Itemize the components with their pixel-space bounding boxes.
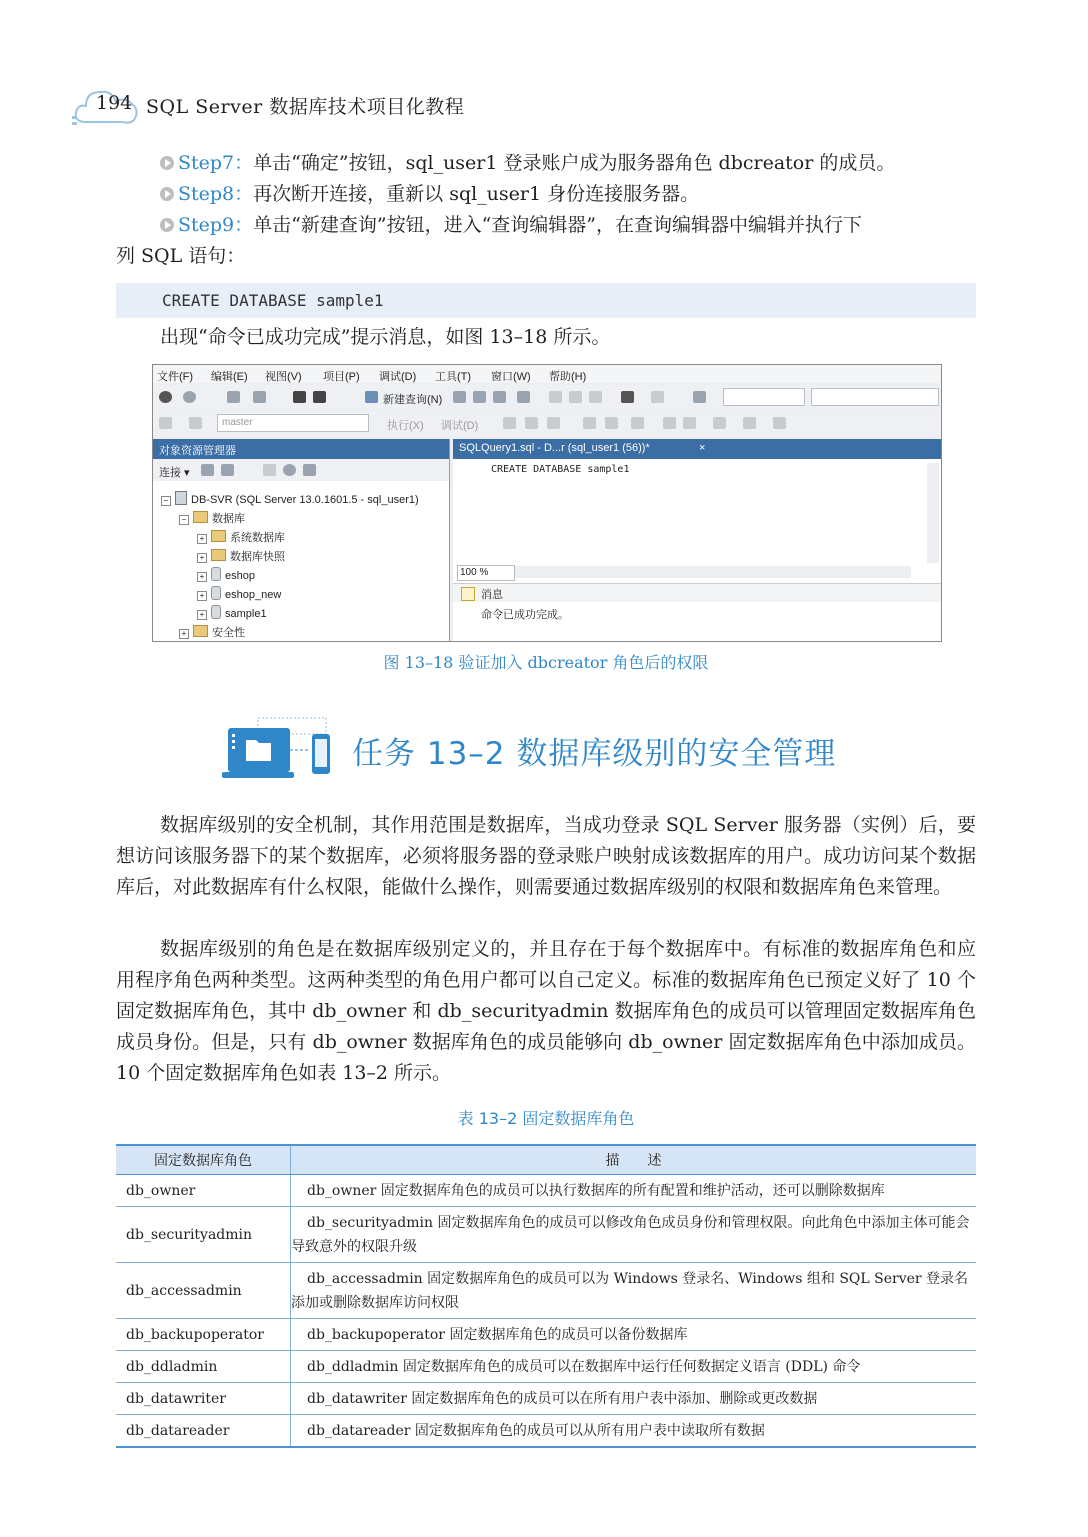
message-icon <box>461 587 475 601</box>
role-name: db_datareader <box>116 1415 291 1448</box>
copy-icon[interactable] <box>569 391 582 403</box>
menu-edit[interactable]: 编辑(E) <box>211 371 248 383</box>
query-icon-4[interactable] <box>517 391 530 403</box>
table-header-row <box>116 1145 976 1175</box>
disconnect-icon[interactable] <box>221 464 234 476</box>
task-title: 任务 13–2 数据库级别的安全管理 <box>352 736 837 772</box>
open-file-icon[interactable] <box>253 391 266 403</box>
outdent-icon[interactable] <box>743 417 756 429</box>
query-icon-1[interactable] <box>453 391 466 403</box>
table-row <box>116 1351 976 1383</box>
solution-icon[interactable] <box>693 391 706 403</box>
file-icon[interactable] <box>631 417 644 429</box>
save-all-icon[interactable] <box>313 391 326 403</box>
menu-view[interactable]: 视图(V) <box>265 371 302 383</box>
paste-icon[interactable] <box>589 391 602 403</box>
menu-tools[interactable]: 工具(T) <box>435 371 472 383</box>
tree-db-eshop-new[interactable]: + eshop_new <box>197 586 281 601</box>
new-project-icon[interactable] <box>227 391 240 403</box>
plan-icon[interactable] <box>547 417 560 429</box>
connect-dropdown[interactable]: 连接 ▾ <box>159 467 190 479</box>
config-combo[interactable] <box>723 388 805 406</box>
folder-icon <box>193 511 208 523</box>
messages-tab[interactable]: 消息 <box>453 583 941 602</box>
vertical-scrollbar[interactable] <box>927 463 939 563</box>
new-query-button[interactable]: 新建查询(N) <box>383 394 443 406</box>
table-caption: 表 13–2 固定数据库角色 <box>457 1109 635 1128</box>
redo-icon[interactable] <box>651 391 664 403</box>
results-icon[interactable] <box>583 417 596 429</box>
tree-server[interactable]: − DB-SVR (SQL Server 13.0.1601.5 - sql_user1) <box>161 491 419 506</box>
table-row <box>116 1175 976 1207</box>
cut-icon[interactable] <box>549 391 562 403</box>
object-explorer <box>153 439 450 641</box>
tree-system-databases[interactable]: + 系统数据库 <box>197 529 285 545</box>
code-text: CREATE DATABASE sample1 <box>162 291 384 310</box>
col-header-description: 描 述 <box>291 1145 977 1175</box>
paragraph-2: 数据库级别的角色是在数据库级别定义的，并且存在于每个数据库中。有标准的数据库角色和应用程序角色两种类型。这两种类型的角色用户都可以自己定义。标准的数据库角色已预定义好了 10 个固定数据库角色，其中 db_owner 和 db_securityadmin 数据库角色的成员可以管理固定数据库角色成员身份。但是，只有 db_owner 数据库角色的成员能够向 db_owner 固定数据库角色中添加成员。10 个固定数据库角色如表 13–2 所示。 <box>116 938 976 1084</box>
menu-help[interactable]: 帮助(H) <box>549 371 587 383</box>
menu-window[interactable]: 窗口(W) <box>491 371 531 383</box>
server-icon <box>175 491 187 505</box>
query-icon-3[interactable] <box>493 391 506 403</box>
folder-icon <box>211 549 226 561</box>
menu-debug[interactable]: 调试(D) <box>379 371 417 383</box>
grid-icon[interactable] <box>605 417 618 429</box>
tree-security[interactable]: + 安全性 <box>179 624 245 640</box>
paragraph-1: 数据库级别的安全机制，其作用范围是数据库，当成功登录 SQL Server 服务器（实例）后，要想访问该服务器下的某个数据库，必须将服务器的登录账户映射成该数据库的用户。成功访问某个数据库后，对此数据库有什么权限，能做什么操作，则需要通过数据库级别的权限和数据库角色来管理。 <box>116 814 976 898</box>
role-name: db_backupoperator <box>116 1319 291 1351</box>
roles-table <box>116 1144 976 1448</box>
ssms-screenshot <box>152 364 942 642</box>
parse-icon[interactable] <box>525 417 538 429</box>
new-query-icon[interactable] <box>365 391 378 403</box>
step-7: Step7：单击“确定”按钮，sql_user1 登录账户成为服务器角色 dbcreator 的成员。 <box>116 148 976 179</box>
role-description: db_datawriter 固定数据库角色的成员可以在所有用户表中添加、删除或更改数据 <box>291 1383 977 1415</box>
indent-icon[interactable] <box>713 417 726 429</box>
play-bullet-icon <box>160 218 174 232</box>
tree-databases[interactable]: − 数据库 <box>179 510 245 526</box>
figure-caption: 图 13–18 验证加入 dbcreator 角色后的权限 <box>383 653 709 672</box>
role-description: db_backupoperator 固定数据库角色的成员可以备份数据库 <box>291 1319 977 1351</box>
table-row <box>116 1263 976 1319</box>
role-description: db_owner 固定数据库角色的成员可以执行数据库的所有配置和维护活动，还可以删除数据库 <box>291 1175 977 1207</box>
folder-phone-icon <box>222 716 334 782</box>
role-description: db_ddladmin 固定数据库角色的成员可以在数据库中运行任何数据定义语言 (DDL) 命令 <box>291 1351 977 1383</box>
col-header-role: 固定数据库角色 <box>116 1145 291 1175</box>
horizontal-scrollbar[interactable] <box>515 566 911 578</box>
query-code[interactable]: CREATE DATABASE sample1 <box>491 464 630 475</box>
sql-editor-toolbar <box>153 411 941 435</box>
step-9: Step9：单击“新建查询”按钮，进入“查询编辑器”，在查询编辑器中编辑并执行下 <box>116 210 976 241</box>
connect-icon[interactable] <box>159 417 172 429</box>
play-bullet-icon <box>160 156 174 170</box>
play-bullet-icon <box>160 187 174 201</box>
role-name: db_accessadmin <box>116 1263 291 1319</box>
database-combo[interactable]: master <box>217 414 369 432</box>
code-block <box>116 283 976 318</box>
execute-button[interactable]: 执行(X) <box>387 420 424 432</box>
tree-database-snapshots[interactable]: + 数据库快照 <box>197 548 285 564</box>
menu-file[interactable]: 文件(F) <box>157 371 194 383</box>
database-icon <box>211 586 221 600</box>
close-tab-icon[interactable]: × <box>699 442 706 454</box>
message-text: 命令已成功完成。 <box>481 609 569 621</box>
menu-bar <box>153 365 941 383</box>
connect-server-icon[interactable] <box>201 464 214 476</box>
standard-toolbar <box>153 385 941 409</box>
menu-project[interactable]: 项目(P) <box>323 371 360 383</box>
uncomment-icon[interactable] <box>683 417 696 429</box>
table-row <box>116 1319 976 1351</box>
object-explorer-header: 对象资源管理器 <box>153 439 449 459</box>
table-row <box>116 1207 976 1263</box>
forward-icon[interactable] <box>183 391 196 403</box>
role-name: db_ddladmin <box>116 1351 291 1383</box>
result-text: 出现“命令已成功完成”提示消息，如图 13–18 所示。 <box>160 326 611 348</box>
database-icon <box>211 605 221 619</box>
role-description: db_securityadmin 固定数据库角色的成员可以修改角色成员身份和管理权限。向此角色中添加主体可能会导致意外的权限升级 <box>291 1207 977 1263</box>
activity-monitor-icon[interactable] <box>303 464 316 476</box>
role-description: db_datareader 固定数据库角色的成员可以从所有用户表中读取所有数据 <box>291 1415 977 1448</box>
database-icon <box>211 567 221 581</box>
folder-icon <box>211 530 226 542</box>
debug-button[interactable]: 调试(D) <box>441 420 479 432</box>
book-title: SQL Server 数据库技术项目化教程 <box>146 96 465 118</box>
folder-icon <box>193 625 208 637</box>
query-editor <box>453 439 941 641</box>
table-row <box>116 1383 976 1415</box>
refresh-icon[interactable] <box>283 464 296 476</box>
table-row <box>116 1415 976 1448</box>
object-explorer-toolbar <box>153 459 449 481</box>
tree-db-sample1[interactable]: + sample1 <box>197 605 267 620</box>
step-8: Step8：再次断开连接，重新以 sql_user1 身份连接服务器。 <box>116 179 976 210</box>
zoom-combo[interactable]: 100 % <box>457 565 515 581</box>
page-number: 194 <box>96 92 133 114</box>
role-name: db_datawriter <box>116 1383 291 1415</box>
role-name: db_owner <box>116 1175 291 1207</box>
platform-combo[interactable] <box>811 388 939 406</box>
query-icon-2[interactable] <box>473 391 486 403</box>
specify-values-icon[interactable] <box>773 417 786 429</box>
back-icon[interactable] <box>159 391 172 403</box>
filter-icon[interactable] <box>263 464 276 476</box>
query-tab[interactable]: SQLQuery1.sql - D...r (sql_user1 (56))* × <box>453 439 941 459</box>
undo-icon[interactable] <box>621 391 634 403</box>
stop-icon[interactable] <box>503 417 516 429</box>
step-9-continued: 列 SQL 语句： <box>116 245 246 267</box>
save-icon[interactable] <box>293 391 306 403</box>
comment-icon[interactable] <box>663 417 676 429</box>
role-description: db_accessadmin 固定数据库角色的成员可以为 Windows 登录名、Windows 组和 SQL Server 登录名添加或删除数据库访问权限 <box>291 1263 977 1319</box>
role-name: db_securityadmin <box>116 1207 291 1263</box>
change-connection-icon[interactable] <box>189 417 202 429</box>
tree-db-eshop[interactable]: + eshop <box>197 567 255 582</box>
